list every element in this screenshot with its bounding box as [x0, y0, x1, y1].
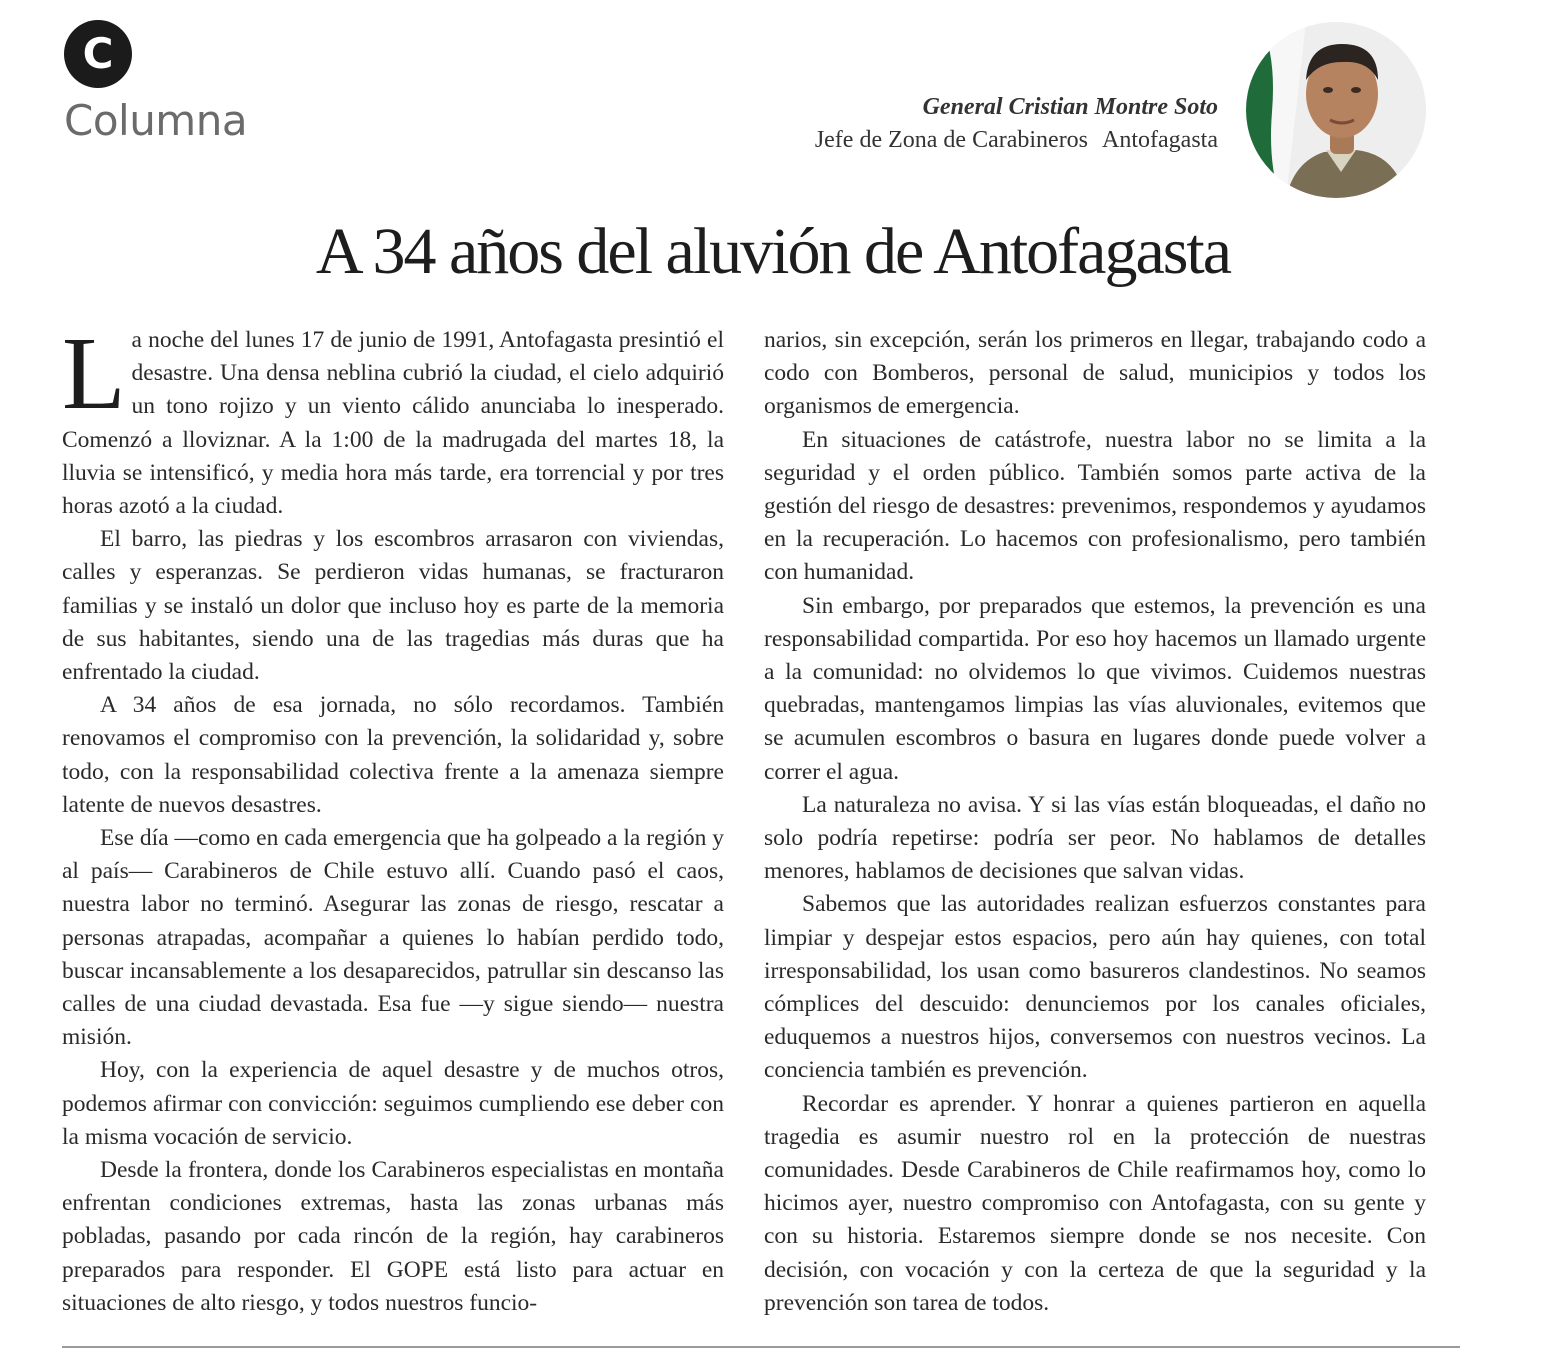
author-place: Antofagasta — [1102, 127, 1218, 153]
author-title: Jefe de Zona de Carabineros — [814, 127, 1089, 153]
portrait-eye-left — [1323, 87, 1333, 93]
article-paragraph: Recordar es aprender. Y honrar a quienes partieron en aquella tragedia es asumir nuestro rol en la protección de nuestras comunidades. Desde Carabineros de Chile reafirmamos hoy, como lo hicimos ayer, nuestro compromiso con Antofagasta, con su gente y con su historia. Estaremos siempre donde se nos necesite. Con decisión, con vocación y con la certeza de que la seguridad y la prevención son tarea de todos. — [764, 1090, 1426, 1316]
article-paragraph: Desde la frontera, donde los Carabineros especialistas en montaña enfrentan condiciones extremas, hasta las zonas urbanas más pobladas, pasando por cada rincón de la región, hay carabineros preparados para responder. El GOPE está listo para actuar en situaciones de alto riesgo, y todos nuestros funcio- — [62, 1157, 724, 1316]
author-portrait-photo — [1246, 22, 1426, 198]
article-paragraph: La naturaleza no avisa. Y si las vías están bloqueadas, el daño no solo podría repetirse: podría ser peor. No hablamos de detalles menores, hablamos de decisiones que salvan vidas. — [764, 791, 1426, 885]
bottom-divider — [62, 1346, 1460, 1348]
byline — [815, 92, 1218, 158]
author-role — [815, 122, 1218, 158]
author-name: General Cristian Montre Soto — [922, 94, 1218, 120]
article-paragraph: A 34 años de esa jornada, no sólo recordamos. También renovamos el compromiso con la prevención, la solidaridad y, sobre todo, con la responsabilidad colectiva frente a la amenaza siempre latente de nuevos desastres. — [62, 692, 724, 818]
article-paragraph: Ese día —como en cada emergencia que ha golpeado a la región y al país— Carabineros de Chile estuvo allí. Cuando pasó el caos, nuestra labor no terminó. Asegurar las zonas de riesgo, rescatar a personas atrapadas, acompañar a quienes lo habían perdido todo, buscar incansablemente a los desaparecidos, patrullar sin descanso las calles de una ciudad devastada. Esa fue —y sigue siendo— nuestra misión. — [62, 825, 724, 1051]
headline: A 34 años del aluvión de Antofagasta — [315, 215, 1231, 288]
drop-cap: L — [62, 316, 126, 431]
article-column-left — [62, 316, 724, 1320]
article-paragraph: Hoy, con la experiencia de aquel desastre y de muchos otros, podemos afirmar con convicción: seguimos cumpliendo ese deber con la misma vocación de servicio. — [62, 1057, 724, 1150]
paragraph-text: a noche del lunes 17 de junio de 1991, Antofagasta presintió el desastre. Una densa neblina cubrió la ciudad, el cielo adquirió un tono rojizo y un viento cálido anunciaba lo inesperado. Comenzó a lloviznar. A la 1:00 de la madrugada del martes 18, la lluvia se intensificó, y media hora más tarde, era torrencial y por tres horas azotó a la ciudad. — [62, 327, 724, 520]
article-paragraph — [62, 316, 724, 523]
article-paragraph: Sin embargo, por preparados que estemos, la prevención es una responsabilidad compartida. Por eso hoy hacemos un llamado urgente a la comunidad: no olvidemos lo que vivimos. Cuidemos nuestras quebradas, mantengamos limpias las vías aluvionales, evitemos que se acumulen escombros o basura en lugares donde puede volver a correr el agua. — [764, 592, 1426, 785]
article-paragraph: El barro, las piedras y los escombros arrasaron con viviendas, calles y esperanzas. Se perdieron vidas humanas, se fracturaron familias y se instaló un dolor que incluso hoy es parte de la memoria de sus habitantes, siendo una de las tragedias más duras que ha enfrentado la ciudad. — [62, 526, 724, 686]
article-paragraph: narios, sin excepción, serán los primeros en llegar, trabajando codo a codo con Bomberos, personal de salud, municipios y todos los organismos de emergencia. — [764, 327, 1426, 420]
portrait-illustration — [1246, 22, 1426, 198]
portrait-eye-right — [1351, 87, 1361, 93]
article-column-right — [764, 324, 1426, 1320]
section-logo: C — [64, 20, 132, 88]
section-label: Columna — [64, 96, 248, 145]
article-paragraph: Sabemos que las autoridades realizan esfuerzos constantes para limpiar y despejar estos espacios, pero aún hay quienes, con total irresponsabilidad, los usan como basureros clandestinos. No seamos cómplices del descuido: denunciemos por los canales oficiales, eduquemos a nuestros hijos, conversemos con nuestros vecinos. La conciencia también es prevención. — [764, 891, 1426, 1084]
article-paragraph: En situaciones de catástrofe, nuestra labor no se limita a la seguridad y el orden público. También somos parte activa de la gestión del riesgo de desastres: prevenimos, respondemos y ayudamos en la recuperación. Lo hacemos con profesionalismo, pero también con humanidad. — [764, 426, 1426, 586]
